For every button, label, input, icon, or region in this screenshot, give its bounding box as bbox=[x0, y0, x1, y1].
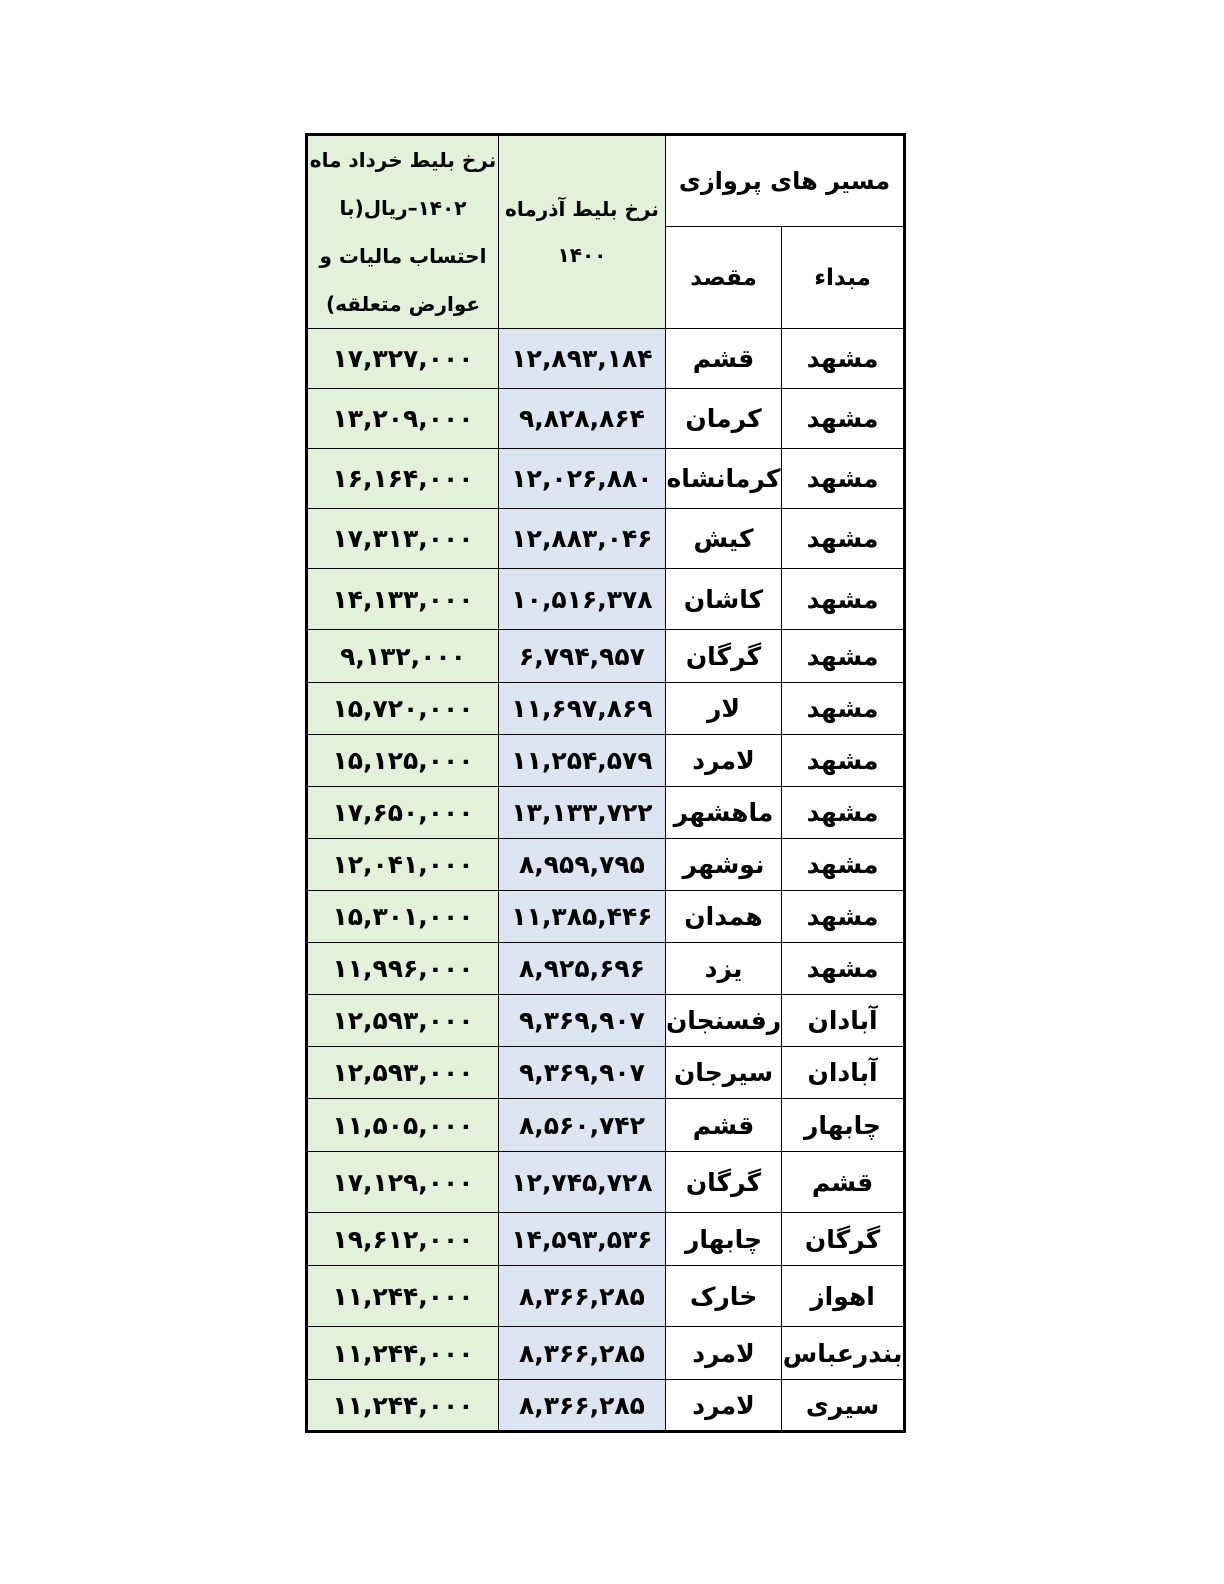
destination-cell: لامرد bbox=[665, 1380, 781, 1432]
origin-cell: مشهد bbox=[782, 683, 905, 735]
destination-cell: کرمان bbox=[665, 389, 781, 449]
old-fare-cell: ۱۲,۰۲۶,۸۸۰ bbox=[498, 449, 665, 509]
new-fare-cell: ۱۱,۲۴۴,۰۰۰ bbox=[307, 1380, 499, 1432]
origin-cell: آبادان bbox=[782, 1047, 905, 1099]
new-fare-cell: ۱۴,۱۳۳,۰۰۰ bbox=[307, 569, 499, 630]
origin-cell: گرگان bbox=[782, 1213, 905, 1266]
table-row bbox=[307, 683, 905, 735]
old-fare-cell: ۸,۵۶۰,۷۴۲ bbox=[498, 1099, 665, 1152]
table-row bbox=[307, 787, 905, 839]
table-body bbox=[307, 329, 905, 1432]
new-fare-cell: ۱۵,۱۲۵,۰۰۰ bbox=[307, 735, 499, 787]
table-row bbox=[307, 995, 905, 1047]
origin-cell: مشهد bbox=[782, 329, 905, 389]
destination-cell: نوشهر bbox=[665, 839, 781, 891]
old-fare-cell: ۱۱,۳۸۵,۴۴۶ bbox=[498, 891, 665, 943]
new-fare-cell: ۱۲,۰۴۱,۰۰۰ bbox=[307, 839, 499, 891]
origin-cell: سیری bbox=[782, 1380, 905, 1432]
table-row bbox=[307, 569, 905, 630]
origin-cell: مشهد bbox=[782, 839, 905, 891]
new-fare-cell: ۱۵,۷۲۰,۰۰۰ bbox=[307, 683, 499, 735]
destination-cell: کیش bbox=[665, 509, 781, 569]
table-row bbox=[307, 1266, 905, 1327]
table-row bbox=[307, 630, 905, 683]
old-fare-cell: ۱۱,۶۹۷,۸۶۹ bbox=[498, 683, 665, 735]
table-row bbox=[307, 735, 905, 787]
destination-cell: همدان bbox=[665, 891, 781, 943]
table-row bbox=[307, 1152, 905, 1213]
destination-cell: چابهار bbox=[665, 1213, 781, 1266]
new-fare-cell: ۱۷,۳۲۷,۰۰۰ bbox=[307, 329, 499, 389]
old-fare-cell: ۸,۳۶۶,۲۸۵ bbox=[498, 1380, 665, 1432]
table-row bbox=[307, 839, 905, 891]
origin-cell: مشهد bbox=[782, 509, 905, 569]
origin-cell: بندرعباس bbox=[782, 1327, 905, 1380]
new-fare-cell: ۱۶,۱۶۴,۰۰۰ bbox=[307, 449, 499, 509]
new-fare-cell: ۱۵,۳۰۱,۰۰۰ bbox=[307, 891, 499, 943]
header-old-fare: نرخ بلیط آذرماه ۱۴۰۰ bbox=[498, 135, 665, 329]
new-fare-cell: ۱۹,۶۱۲,۰۰۰ bbox=[307, 1213, 499, 1266]
destination-cell: رفسنجان bbox=[665, 995, 781, 1047]
table-row bbox=[307, 449, 905, 509]
new-fare-cell: ۱۷,۱۲۹,۰۰۰ bbox=[307, 1152, 499, 1213]
new-fare-cell: ۹,۱۳۲,۰۰۰ bbox=[307, 630, 499, 683]
destination-cell: قشم bbox=[665, 1099, 781, 1152]
destination-cell: یزد bbox=[665, 943, 781, 995]
old-fare-cell: ۱۰,۵۱۶,۳۷۸ bbox=[498, 569, 665, 630]
origin-cell: آبادان bbox=[782, 995, 905, 1047]
old-fare-cell: ۹,۳۶۹,۹۰۷ bbox=[498, 1047, 665, 1099]
new-fare-cell: ۱۱,۲۴۴,۰۰۰ bbox=[307, 1327, 499, 1380]
destination-cell: لار bbox=[665, 683, 781, 735]
old-fare-cell: ۱۱,۲۵۴,۵۷۹ bbox=[498, 735, 665, 787]
table-row bbox=[307, 891, 905, 943]
table-row bbox=[307, 509, 905, 569]
origin-cell: مشهد bbox=[782, 389, 905, 449]
old-fare-cell: ۱۲,۷۴۵,۷۲۸ bbox=[498, 1152, 665, 1213]
header-new-fare: نرخ بلیط خرداد ماه ۱۴۰۲–ریال(با احتساب مالیات و عوارض متعلقه) bbox=[307, 135, 499, 329]
new-fare-cell: ۱۳,۲۰۹,۰۰۰ bbox=[307, 389, 499, 449]
origin-cell: مشهد bbox=[782, 891, 905, 943]
new-fare-cell: ۱۲,۵۹۳,۰۰۰ bbox=[307, 995, 499, 1047]
old-fare-cell: ۹,۳۶۹,۹۰۷ bbox=[498, 995, 665, 1047]
new-fare-cell: ۱۷,۳۱۳,۰۰۰ bbox=[307, 509, 499, 569]
old-fare-cell: ۸,۳۶۶,۲۸۵ bbox=[498, 1327, 665, 1380]
origin-cell: مشهد bbox=[782, 630, 905, 683]
table-row bbox=[307, 329, 905, 389]
destination-cell: لامرد bbox=[665, 735, 781, 787]
new-fare-cell: ۱۷,۶۵۰,۰۰۰ bbox=[307, 787, 499, 839]
origin-cell: مشهد bbox=[782, 735, 905, 787]
table-row bbox=[307, 1327, 905, 1380]
destination-cell: خارک bbox=[665, 1266, 781, 1327]
new-fare-cell: ۱۱,۹۹۶,۰۰۰ bbox=[307, 943, 499, 995]
destination-cell: لامرد bbox=[665, 1327, 781, 1380]
origin-cell: اهواز bbox=[782, 1266, 905, 1327]
header-routes: مسیر های پروازی bbox=[665, 135, 904, 227]
origin-cell: مشهد bbox=[782, 787, 905, 839]
origin-cell: مشهد bbox=[782, 943, 905, 995]
new-fare-cell: ۱۲,۵۹۳,۰۰۰ bbox=[307, 1047, 499, 1099]
header-destination: مقصد bbox=[665, 227, 781, 329]
table-row bbox=[307, 1047, 905, 1099]
fares-table bbox=[305, 133, 906, 1433]
destination-cell: سیرجان bbox=[665, 1047, 781, 1099]
origin-cell: چابهار bbox=[782, 1099, 905, 1152]
destination-cell: گرگان bbox=[665, 1152, 781, 1213]
old-fare-cell: ۱۳,۱۳۳,۷۲۲ bbox=[498, 787, 665, 839]
table-row bbox=[307, 943, 905, 995]
old-fare-cell: ۸,۹۲۵,۶۹۶ bbox=[498, 943, 665, 995]
destination-cell: کرمانشاه bbox=[665, 449, 781, 509]
old-fare-cell: ۸,۳۶۶,۲۸۵ bbox=[498, 1266, 665, 1327]
destination-cell: قشم bbox=[665, 329, 781, 389]
old-fare-cell: ۹,۸۲۸,۸۶۴ bbox=[498, 389, 665, 449]
destination-cell: گرگان bbox=[665, 630, 781, 683]
origin-cell: قشم bbox=[782, 1152, 905, 1213]
table-row bbox=[307, 389, 905, 449]
header-origin: مبداء bbox=[782, 227, 905, 329]
table-row bbox=[307, 1099, 905, 1152]
old-fare-cell: ۱۲,۸۸۳,۰۴۶ bbox=[498, 509, 665, 569]
old-fare-cell: ۱۴,۵۹۳,۵۳۶ bbox=[498, 1213, 665, 1266]
old-fare-cell: ۶,۷۹۴,۹۵۷ bbox=[498, 630, 665, 683]
new-fare-cell: ۱۱,۵۰۵,۰۰۰ bbox=[307, 1099, 499, 1152]
origin-cell: مشهد bbox=[782, 569, 905, 630]
old-fare-cell: ۱۲,۸۹۳,۱۸۴ bbox=[498, 329, 665, 389]
table-row bbox=[307, 1213, 905, 1266]
new-fare-cell: ۱۱,۲۴۴,۰۰۰ bbox=[307, 1266, 499, 1327]
destination-cell: کاشان bbox=[665, 569, 781, 630]
destination-cell: ماهشهر bbox=[665, 787, 781, 839]
old-fare-cell: ۸,۹۵۹,۷۹۵ bbox=[498, 839, 665, 891]
origin-cell: مشهد bbox=[782, 449, 905, 509]
table-row bbox=[307, 1380, 905, 1432]
